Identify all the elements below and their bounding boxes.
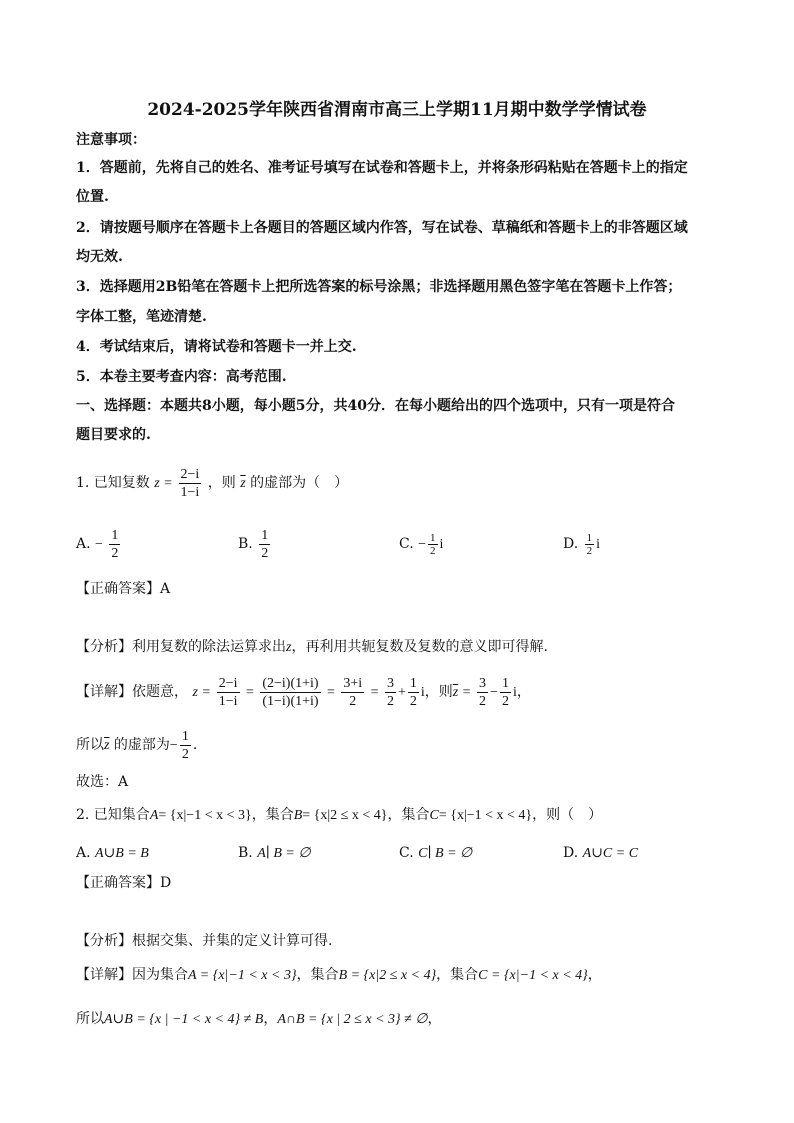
q2-conclusion-comma: ，: [263, 1011, 278, 1027]
q1-conclusion-fraction: [180, 728, 191, 763]
q2-option-d-text: A∪C = C: [582, 846, 639, 861]
q1-choose: 故选：A: [76, 774, 129, 790]
notice-item-4: 4．考试结束后，请将试卷和答题卡一并上交.: [76, 339, 357, 355]
q2-set-c: C: [429, 808, 439, 823]
q2-detail-mid2: ，集合: [436, 967, 479, 983]
q2-prefix: 2. 已知集合: [76, 807, 150, 823]
q1-detail-frac6: [477, 675, 488, 710]
notice-item-1-line-1: 1．答题前，先将自己的姓名、准考证号填写在试卷和答题卡上，并将条形码粘贴在答题卡上的指定: [76, 160, 688, 176]
q1-option-d-den: 2: [586, 544, 593, 557]
notice-heading: 注意事项：: [76, 132, 146, 148]
q2-set-c-body: = {x|−1 < x < 4}: [438, 808, 533, 823]
q2-conclusion: [76, 1010, 442, 1029]
q2-conclusion-intersection: A∩B = {x | 2 ≤ x < 3} ≠ ∅: [277, 1012, 428, 1027]
q2-detail: [76, 966, 602, 985]
q1-detail-frac3-num: 3+i: [343, 675, 363, 691]
q1-detail-frac2-den: (1−i)(1+i): [262, 693, 319, 709]
q1-conclusion-zbar: $\overline{z}$: [104, 738, 110, 753]
q2-detail-end: ，: [587, 967, 602, 983]
q1-option-b-label: B.: [238, 536, 253, 552]
q2-set-b: B: [293, 808, 303, 823]
q1-zbar: $\overline{z}$: [240, 476, 246, 491]
q1-analysis-z: z: [286, 640, 292, 655]
q1-option-c-unit: i: [439, 537, 444, 552]
q1-option-a-label: A.: [76, 536, 91, 552]
notice-item-3-line-1: 3．选择题用2B铅笔在答题卡上把所选答案的标号涂黑；非选择题用黑色签字笔在答题卡上作答；: [76, 279, 682, 295]
q1-detail-frac1-num: 2−i: [218, 675, 238, 691]
q1-detail-i: i: [420, 685, 425, 700]
q1-detail-end: ，: [516, 684, 531, 700]
notice-item-2-line-2: 均无效.: [76, 249, 123, 265]
q1-eq: =: [164, 476, 173, 491]
q1-detail-frac3: [341, 675, 364, 710]
q1-analysis: [76, 638, 548, 657]
q1-conclusion-mid: 的虚部为: [113, 737, 170, 753]
q2-option-b-label: B.: [238, 845, 253, 861]
q1-option-d-label: D.: [563, 536, 579, 552]
q2-option-c-text: C∣ B = ∅: [418, 846, 473, 861]
q2-option-d: [563, 844, 638, 863]
q1-answer: 【正确答案】A: [76, 581, 171, 597]
q1-detail-minus: −: [490, 685, 498, 700]
q1-option-c-sign: −: [418, 537, 427, 552]
q2-suffix: ，则（ ）: [532, 807, 603, 823]
q1-fraction: [179, 466, 202, 501]
q1-z: z: [154, 476, 160, 491]
q1-detail-frac7-num: 1: [501, 675, 509, 691]
q1-option-c: [399, 522, 443, 567]
q2-set-a: A: [149, 808, 159, 823]
q1-detail-z: z: [192, 685, 198, 700]
q1-detail-frac5: [408, 675, 419, 710]
page-title: 2024-2025学年陕西省渭南市高三上学期11月期中数学学情试卷: [147, 100, 647, 120]
notice-item-3-line-2: 字体工整，笔迹清楚.: [76, 309, 207, 325]
q1-detail-frac6-den: 2: [479, 693, 487, 709]
q1-detail-frac4-den: 2: [386, 693, 394, 709]
q2-option-c-label: C.: [399, 845, 414, 861]
q1-detail-prefix: 【详解】依题意，: [76, 684, 188, 700]
q1-option-d-unit: i: [596, 537, 601, 552]
q1-conclusion-prefix: 所以: [76, 737, 104, 753]
q1-detail-eq3: =: [327, 685, 335, 700]
q1-detail-frac6-num: 3: [479, 675, 487, 691]
q1-detail-frac1-den: 1−i: [218, 693, 238, 709]
q1-detail-frac5-num: 1: [409, 675, 417, 691]
q1-option-a-den: 2: [111, 545, 119, 561]
q1-suffix: 的虚部为（ ）: [250, 475, 349, 491]
q2-conclusion-end: ，: [427, 1011, 442, 1027]
q1-detail-then: ，则: [424, 684, 453, 700]
q1-detail-frac2-num: (2−i)(1+i): [262, 675, 319, 691]
q1-option-c-den: 2: [430, 544, 436, 557]
q1-option-c-label: C.: [399, 536, 414, 552]
notice-item-2-line-1: 2．请按题号顺序在答题卡上各题目的答题区域内作答，写在试卷、草稿纸和答题卡上的非答题区域: [76, 220, 688, 236]
q2-conclusion-prefix: 所以: [76, 1011, 104, 1027]
q1-option-b-fraction: [259, 527, 270, 562]
notice-item-5: 5．本卷主要考查内容：高考范围.: [76, 369, 287, 385]
q2-option-b: [238, 844, 311, 863]
q1-detail-frac4-num: 3: [386, 675, 394, 691]
q2-option-a-text: A∪B = B: [95, 846, 149, 861]
q1-detail-eq5: =: [462, 685, 471, 700]
question-1-stem: [76, 456, 348, 510]
q1-prefix: 1. 已知复数: [76, 475, 150, 491]
question-2-stem: [76, 806, 602, 825]
q1-detail-eq4: =: [370, 685, 379, 700]
q1-analysis-text: 【分析】利用复数的除法运算求出: [76, 639, 286, 655]
q1-fraction-denominator: 1−i: [180, 484, 200, 500]
q2-set-a-body: = {x|−1 < x < 3}: [158, 808, 252, 823]
q1-analysis-rest: ，再利用共轭复数及复数的意义即可得解.: [291, 639, 548, 655]
q1-option-d: [563, 522, 600, 567]
q1-conclusion-num: 1: [181, 728, 189, 744]
q1-mid: ，则: [207, 475, 236, 491]
q1-conclusion: [76, 723, 197, 768]
q2-detail-mid1: ，集合: [296, 967, 339, 983]
q1-option-a-sign: −: [95, 537, 103, 552]
q1-option-d-num: 1: [586, 531, 593, 544]
q1-fraction-numerator: 2−i: [180, 466, 200, 482]
q2-set-b-body: = {x|2 ≤ x < 4}: [302, 808, 388, 823]
q2-option-a-label: A.: [76, 845, 91, 861]
q1-detail: [76, 670, 531, 715]
q1-detail-eq1: =: [202, 685, 211, 700]
q1-detail-frac3-den: 2: [349, 693, 357, 709]
q1-option-c-fraction: [428, 532, 438, 557]
q1-detail-plus: +: [397, 685, 406, 700]
q1-detail-frac1: [217, 675, 240, 710]
q1-detail-frac5-den: 2: [409, 693, 417, 709]
q1-option-a-num: 1: [111, 527, 119, 543]
q1-detail-eq2: =: [245, 685, 254, 700]
q1-detail-frac7: [500, 675, 511, 710]
q2-option-d-label: D.: [563, 845, 579, 861]
q1-option-c-num: 1: [430, 531, 436, 544]
q2-option-a: [76, 844, 149, 863]
q2-detail-prefix: 【详解】因为集合: [76, 967, 188, 983]
q1-detail-frac2: [260, 675, 320, 710]
q1-option-a-fraction: [109, 527, 120, 562]
notice-item-1-line-2: 位置.: [76, 189, 109, 205]
q1-option-a: [76, 522, 122, 567]
q1-detail-frac4: [385, 675, 396, 710]
q1-option-b-den: 2: [261, 545, 269, 561]
q1-conclusion-end: .: [192, 737, 198, 753]
section-1-line-2: 题目要求的.: [76, 427, 151, 443]
q2-detail-set-c: C = {x|−1 < x < 4}: [478, 968, 588, 983]
q2-option-c: [399, 844, 472, 863]
q1-detail-i2: i: [512, 685, 517, 700]
q2-option-b-text: A∣ B = ∅: [257, 846, 311, 861]
q1-option-b: [238, 522, 272, 566]
q2-detail-set-b: B = {x|2 ≤ x < 4}: [338, 968, 437, 983]
q2-analysis: 【分析】根据交集、并集的定义计算可得.: [76, 933, 333, 949]
q2-answer: 【正确答案】D: [76, 875, 172, 891]
q2-conclusion-union: A∪B = {x | −1 < x < 4} ≠ B: [104, 1012, 264, 1027]
section-1-line-1: 一、选择题：本题共8小题，每小题5分，共40分．在每小题给出的四个选项中，只有一项是符合: [76, 398, 675, 414]
q1-option-d-fraction: [585, 532, 595, 557]
q1-detail-frac7-den: 2: [501, 693, 509, 709]
q1-conclusion-den: 2: [181, 746, 189, 762]
q2-detail-set-a: A = {x|−1 < x < 3}: [188, 968, 297, 983]
q1-detail-zbar: $\overline{z}$: [452, 685, 459, 700]
q2-mid2: ，集合: [387, 807, 430, 823]
q1-option-b-num: 1: [261, 527, 269, 543]
q2-mid1: ，集合: [251, 807, 294, 823]
q1-conclusion-sign: −: [169, 738, 178, 753]
